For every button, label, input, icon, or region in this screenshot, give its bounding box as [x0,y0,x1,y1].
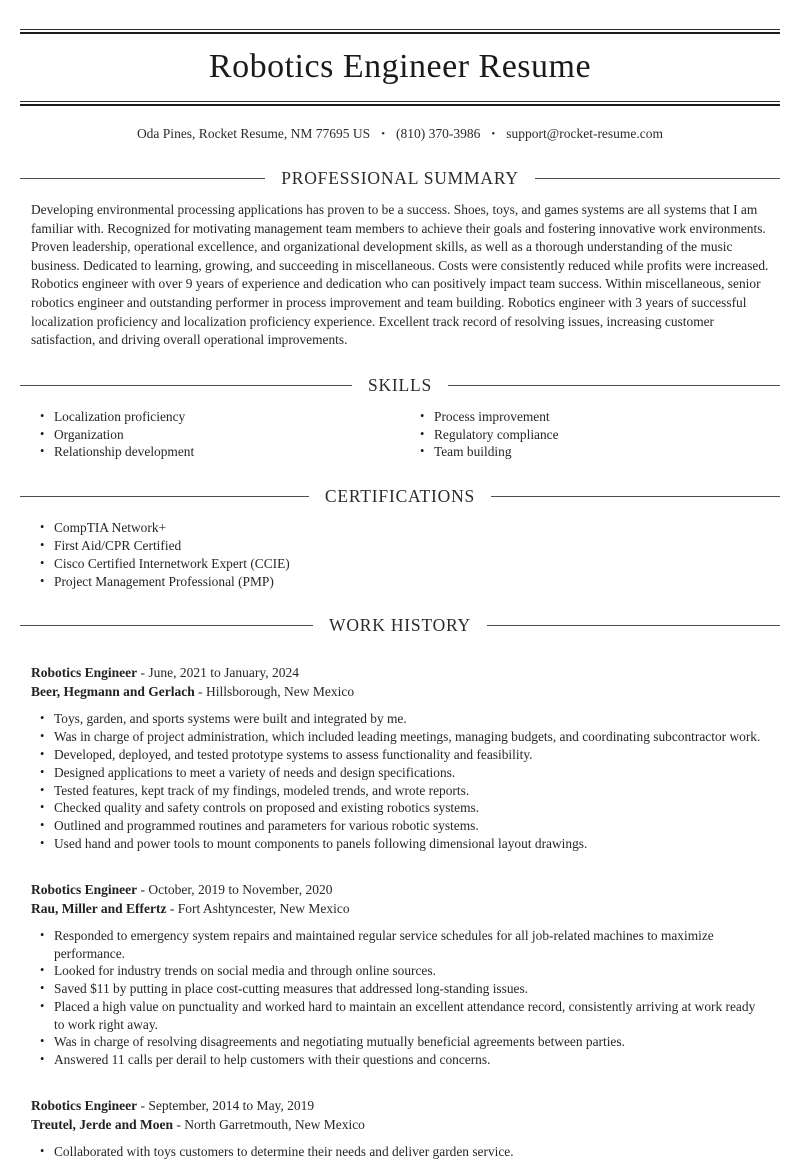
job-title: Robotics Engineer [31,665,138,681]
skills-list-left [31,408,389,461]
job-company-line [31,682,769,701]
job-bullet: • Developed, deployed, and tested prototype systems to assess functionality and feasibility. [40,746,769,764]
skill-item: • Team building [420,443,769,461]
job-company: Treutel, Jerde and Moen [31,1117,173,1133]
certification-item: • CompTIA Network+ [40,519,769,537]
certification-item: • Cisco Certified Internetwork Expert (CCIE) [40,555,769,573]
skill-item: • Process improvement [420,408,769,426]
skill-item: • Relationship development [40,443,389,461]
job-location: - Fort Ashtyncester, New Mexico [169,900,350,916]
contact-separator-dot: • [381,128,386,140]
skill-item: • Regulatory compliance [420,426,769,444]
job-dates: - October, 2019 to November, 2020 [140,881,333,897]
certification-item: • First Aid/CPR Certified [40,537,769,555]
job-company-line [31,899,769,918]
job-location: - Hillsborough, New Mexico [198,684,355,700]
page-title: Robotics Engineer Resume [208,48,592,85]
professional-summary-heading: PROFESSIONAL SUMMARY [281,168,519,188]
job-title: Robotics Engineer [31,881,138,897]
job-bullet: • Was in charge of resolving disagreements and negotiating mutually beneficial agreements between parties. [40,1033,769,1051]
job-bullet: • Toys, garden, and sports systems were built and integrated by me. [40,710,769,728]
contact-phone: (810) 370-3986 [396,126,481,141]
certifications-heading: CERTIFICATIONS [324,486,476,507]
job-bullet: • Used hand and power tools to mount components to panels following dimensional layout drawings. [40,835,769,853]
certifications-list [31,519,769,590]
job-title-line [31,1096,769,1115]
heading-rule-left [20,625,313,626]
professional-summary-text: Developing environmental processing applications has proven to be a success. Shoes, toys, and games systems are all systems that I am familiar with. Recognized for motivating management team members to achieve their goals and fostering innovative work environments. Proven leadership, operational excellence, and organizational development skills, as well as a thorough understanding of the music business. Dedicated to learning, growing, and succeeding in miscellaneous. Costs were consistently reduced while profits were increased. Robotics engineer with over 9 years of experience and dedication who can positively impact team success. Within miscellaneous, senior robotics engineer and outstanding performer in process improvement and team building. Robotics engineer with 3 years of successful localization proficiency and localization proficiency experience. Excellent track record of resolving issues, increasing customer satisfaction, and driving overall operational improvements. [31,202,769,348]
job-bullet: • Was in charge of project administration, which included leading meetings, managing budgets, and coordinating subcontractor work. [40,728,769,746]
heading-rule-left [20,385,352,386]
contact-line [20,125,780,143]
job-bullet: • Outlined and programmed routines and parameters for various robotic systems. [40,817,769,835]
job-title-line [31,880,769,899]
section-heading-work-history [20,615,780,636]
heading-rule-left [20,496,309,497]
job-bullets [31,927,769,1069]
job-bullet: • Checked quality and safety controls on proposed and existing robotics systems. [40,799,769,817]
skills-list-right [411,408,769,461]
job-entry [20,880,780,1069]
job-dates: - June, 2021 to January, 2024 [140,665,299,681]
job-dates: - September, 2014 to May, 2019 [140,1098,315,1114]
heading-rule-right [491,496,780,497]
contact-email: support@rocket-resume.com [506,126,664,141]
heading-rule-right [535,178,780,179]
job-bullet: • Tested features, kept track of my findings, modeled trends, and wrote reports. [40,782,769,800]
top-rule [20,29,780,34]
job-bullet: • Designed applications to meet a variety of needs and design specifications. [40,764,769,782]
job-entry [20,1096,780,1161]
section-heading-certifications [20,486,780,507]
title-bottom-rule [20,101,780,106]
skill-item: • Organization [40,426,389,444]
job-bullet: • Looked for industry trends on social media and through online sources. [40,962,769,980]
job-company: Rau, Miller and Effertz [31,900,167,916]
job-bullet: • Saved $11 by putting in place cost-cutting measures that addressed long-standing issues. [40,980,769,998]
job-bullet: • Responded to emergency system repairs and maintained regular service schedules for all job-related machines to maximize performance. [40,927,769,963]
job-title: Robotics Engineer [31,1098,138,1114]
job-bullets [31,710,769,852]
certification-item: • Project Management Professional (PMP) [40,573,769,591]
skills-heading: SKILLS [367,374,433,395]
contact-separator-dot: • [491,128,496,140]
job-bullet: • Collaborated with toys customers to determine their needs and deliver garden service. [40,1143,769,1161]
heading-rule-left [20,178,265,179]
job-bullets [31,1143,769,1161]
job-title-line [31,663,769,682]
job-bullet: • Answered 11 calls per derail to help customers with their questions and concerns. [40,1051,769,1069]
job-bullet: • Placed a high value on punctuality and worked hard to maintain an excellent attendance record, consistently arriving at work ready to work right away. [40,998,769,1034]
heading-rule-right [487,625,780,626]
skill-item: • Localization proficiency [40,408,389,426]
contact-address: Oda Pines, Rocket Resume, NM 77695 US [136,126,371,141]
job-company: Beer, Hegmann and Gerlach [31,684,195,700]
section-heading-professional-summary [20,168,780,189]
job-entry [20,663,780,852]
job-company-line [31,1115,769,1134]
job-location: - North Garretmouth, New Mexico [176,1117,365,1133]
heading-rule-right [448,385,780,386]
work-history-jobs [20,663,780,1161]
section-heading-skills [20,375,780,396]
skills-columns [20,396,780,461]
work-history-heading: WORK HISTORY [329,615,471,636]
